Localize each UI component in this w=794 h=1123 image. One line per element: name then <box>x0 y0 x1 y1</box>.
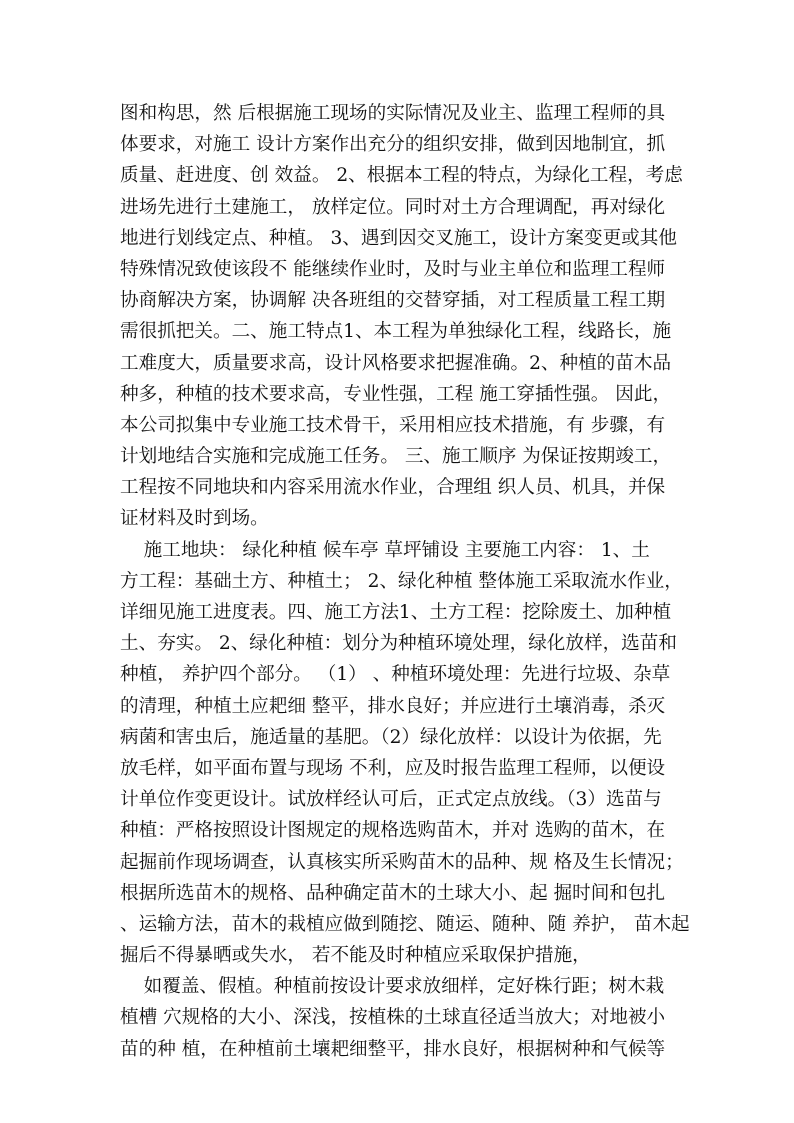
text-line: 协商解决方案，协调解 决各班组的交替穿插，对工程质量工程工期 <box>120 290 666 312</box>
text-line: 植槽 穴规格的大小、深浅，按植株的土球直径适当放大；对地被小 <box>120 1007 666 1029</box>
text-line: 质量、赶进度、创 效益。 2、根据本工程的特点，为绿化工程，考虑 <box>120 165 683 187</box>
text-line: 起掘前作现场调查，认真核实所采购苗木的品种、规 格及生长情况； <box>120 851 684 873</box>
text-line: 体要求，对施工 设计方案作出充分的组织安排，做到因地制宜，抓 <box>120 134 666 156</box>
text-line: 工程按不同地块和内容采用流水作业，合理组 织人员、机具，并保 <box>120 477 666 499</box>
text-line: 工难度大，质量要求高，设计风格要求把握准确。2、种植的苗木品 <box>120 352 672 374</box>
text-line: 图和构思，然 后根据施工现场的实际情况及业主、监理工程师的具 <box>120 103 666 124</box>
text-line: 种植：严格按照设计图规定的规格选购苗木，并对 选购的苗木，在 <box>120 820 666 842</box>
text-line: 施工地块： 绿化种植 候车亭 草坪铺设 主要施工内容： 1、土 <box>120 539 650 561</box>
text-line: 种多，种植的技术要求高，专业性强，工程 施工穿插性强。 因此， <box>120 383 672 405</box>
text-line: 的清理，种植土应耙细 整平，排水良好；并应进行土壤消毒，杀灭 <box>120 695 666 717</box>
text-line: 计划地结合实施和完成施工任务。 三、施工顺序 为保证按期竣工， <box>120 446 672 468</box>
body-text <box>120 98 690 1065</box>
text-line: 病菌和害虫后，施适量的基肥。（2）绿化放样：以设计为依据，先 <box>120 726 662 748</box>
text-line: 、运输方法，苗木的栽植应做到随挖、随运、随种、随 养护， 苗木起 <box>120 913 690 935</box>
text-line: 方工程：基础土方、种植土； 2、绿化种植 整体施工采取流水作业， <box>120 570 683 592</box>
text-line: 特殊情况致使该段不 能继续作业时，及时与业主单位和监理工程师 <box>120 258 666 280</box>
text-line: 本公司拟集中专业施工技术骨干，采用相应技术措施，有 步骤，有 <box>120 414 666 436</box>
text-line: 证材料及时到场。 <box>120 508 269 530</box>
text-line: 苗的种 植，在种植前土壤耙细整平，排水良好，根据树种和气候等 <box>120 1038 666 1060</box>
text-line: 计单位作变更设计。试放样经认可后，正式定点放线。（3）选苗与 <box>120 789 662 811</box>
text-line: 根据所选苗木的规格、品种确定苗木的土球大小、起 掘时间和包扎 <box>120 882 666 904</box>
text-line: 进场先进行土建施工， 放样定位。同时对土方合理调配，再对绿化 <box>120 196 666 218</box>
text-line: 种植， 养护四个部分。 （1） 、种植环境处理：先进行垃圾、杂草 <box>120 664 671 686</box>
text-line: 放毛样，如平面布置与现场 不利，应及时报告监理工程师，以便设 <box>120 757 666 779</box>
text-line: 土、夯实。 2、绿化种植：划分为种植环境处理，绿化放样，选苗和 <box>120 633 677 655</box>
text-line: 详细见施工进度表。四、施工方法1、土方工程：挖除废土、加种植 <box>120 602 672 623</box>
text-line: 需很抓把关。二、施工特点1、本工程为单独绿化工程，线路长，施 <box>120 321 672 343</box>
text-line: 如覆盖、假植。种植前按设计要求放细样，定好株行距；树木栽 <box>120 976 665 998</box>
text-line: 地进行划线定点、种植。 3、遇到因交叉施工，设计方案变更或其他 <box>120 227 677 249</box>
text-line: 掘后不得暴晒或失水， 若不能及时种植应采取保护措施， <box>120 945 591 967</box>
